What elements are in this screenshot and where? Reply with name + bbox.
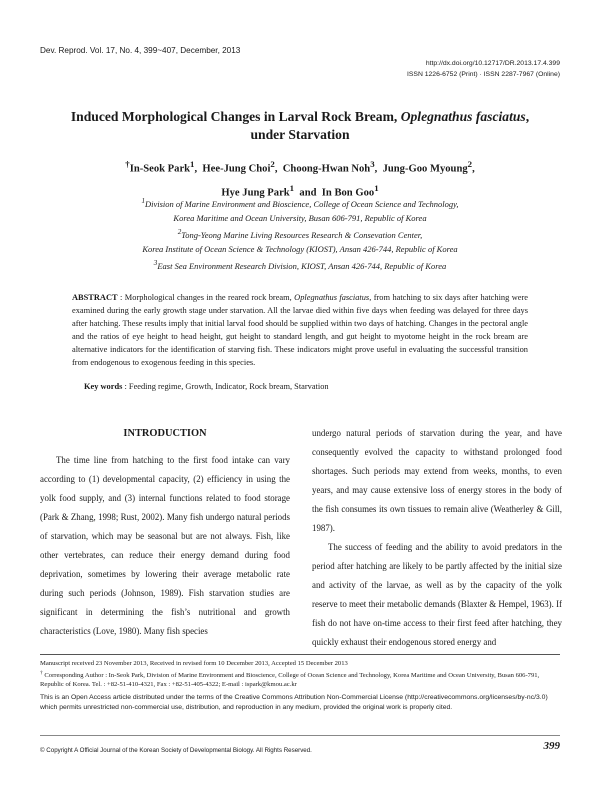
affiliation-text: East Sea Environment Research Division, KIOST, Ansan 426-744, Republic of Korea [157,260,447,271]
keywords-label: Key words [84,382,123,391]
footer-divider [40,735,560,736]
copyright-notice: © Copyright A Official Journal of the Korean Society of Developmental Biology. All Rights Reserved. [40,747,312,754]
corresponding-mark: † [40,669,43,676]
author-name: Hee-Jung Choi [202,163,271,175]
author-affil-sup: 3 [370,159,375,169]
abstract-label: ABSTRACT [72,293,118,302]
abstract-text: , from hatching to six days after hatching were examined during the early growth stage under starvation. All the larvae died within five days when feeding was delayed for three days after hatching. These results imply that initial larval food should be supplied within two days of hatching. Changes in the pectoral angle and the ratios of eye height to head height, gut height to standard length, and gut height to myotome height in the rock bream are alternative indicators for the identification of starving fish. These indicators might prove useful in evaluating the successful transition from endogenous to exogenous feeding in this species. [72,293,528,367]
affil-number: 3 [153,258,158,267]
author-conjunction: and [299,187,317,199]
open-access-note: This is an Open Access article distributed under the terms of the Creative Commons Attribution Non-Commercial License (http://creativecommons.org/licenses/by-nc/3.0) which permits unrestricted non-commercial use, distribution, and reproduction in any medium, provided the original work is properly cited. [40,694,548,711]
author-affil-sup: 1 [289,182,295,193]
affil-number: 2 [177,227,182,236]
right-column [312,424,562,652]
manuscript-dates: Manuscript received 23 November 2013, Received in revised form 10 December 2013, Accepted 15 December 2013 [40,660,348,667]
author-name: Hye Jung Park [221,187,290,199]
author-name: Choong-Hwan Noh [282,163,371,175]
doi-issn-block [407,58,560,80]
affiliations [40,194,560,272]
author-affil-sup: 1 [190,159,195,169]
journal-reference: Dev. Reprod. Vol. 17, No. 4, 399~407, December, 2013 [40,46,241,55]
footnote-divider [40,654,560,655]
corresponding-mark: † [125,159,130,169]
author-name: Jung-Goo Myoung [382,163,468,175]
abstract [72,291,528,369]
author-name: In-Seok Park [129,163,191,175]
title-line2: under Starvation [250,127,350,142]
title-line1: Induced Morphological Changes in Larval Rock Bream, [70,109,401,124]
keywords-text: : Feeding regime, Growth, Indicator, Rock bream, Starvation [122,382,329,391]
author-list: †In-Seok Park$^1$, Hee-Jung Choi$^2$, Choong-Hwan Noh$^3$, Jung-Goo Myoung$^2$, Hye Jung Park$^1$ and In Bon Goo$^1$ [125,159,475,199]
left-column [40,424,290,641]
section-heading-introduction: INTRODUCTION [123,428,207,439]
keywords [84,382,329,391]
affil-number: 1 [141,197,145,205]
affiliation-text: Tong-Yeong Marine Living Resources Research & Consevation Center, [181,229,423,240]
author-affil-sup: 2 [467,159,473,169]
body-paragraph: The time line from hatching to the first food intake can vary according to (1) developmental capacity, (2) efficiency in using the yolk food supply, and (3) internal functions related to food storage (Park & Zhang, 1998; Rust, 2002). Many fish undergo natural periods of starvation, which may be seasonal but are not always. Fish, like other vertebrates, can reduce their energy demand during food deprivation, sometimes by lowering their average metabolic rate during such periods (Johnson, 1989). Fish starvation studies are significant in determining the fish’s nutritional and growth characteristics (Love, 1980). Many fish species [40,455,290,636]
body-paragraph: The success of feeding and the ability to avoid predators in the period after hatching are likely to be partly affected by the initial size and activity of the larvae, as well as by the capacity of the yolk reserve to meet their metabolic demands (Blaxter & Hempel, 1963). If fish do not have on-time access to their first feed after hatching, they quickly exhaust their endogenous stored energy and [312,542,562,647]
body-paragraph: undergo natural periods of starvation during the year, and have consequently evolved the capacity to withstand prolonged food shortages. Such periods may extend from weeks, months, to even years, and may cause extensive loss of energy stores in the body of the fish consumes its own tissues to remain alive (Weatherley & Gill, 1987). [312,428,562,533]
abstract-text: : Morphological changes in the reared rock bream, [117,293,295,302]
title-species: Oplegnathus fasciatus [400,109,526,124]
author-name: In Bon Goo [321,187,375,199]
author-affil-sup: 1 [374,182,379,193]
title-comma: , [525,109,530,124]
affiliation-text: Korea Institute of Ocean Science & Technology (KIOST), Ansan 426-744, Republic of Korea [142,243,458,254]
doi-link[interactable]: http://dx.doi.org/10.12717/DR.2013.17.4.399 [425,60,560,67]
paper-title [40,108,560,144]
abstract-species: Oplegnathus fasciatus [294,293,370,302]
author-affil-sup: 2 [270,159,275,169]
affiliation-text: Korea Maritime and Ocean University, Busan 606-791, Republic of Korea [173,212,427,223]
affiliation-text: Division of Marine Environment and Bioscience, College of Ocean Science and Technology, [144,198,459,209]
issn-line: ISSN 1226-6752 (Print) · ISSN 2287-7967 (Online) [406,71,560,78]
corresponding-author-note: Corresponding Author : In-Seok Park, Division of Marine Environment and Bioscience, College of Ocean Science and Technology, Korea Maritime and Ocean University, Busan 606-791, Republic of Korea. Tel. : +82-51-410-4321, Fax : +82-51-405-4322; E-mail : ispark@kmou.ac.kr [40,671,540,689]
footnotes [40,659,560,690]
page-number: 399 [543,740,560,752]
